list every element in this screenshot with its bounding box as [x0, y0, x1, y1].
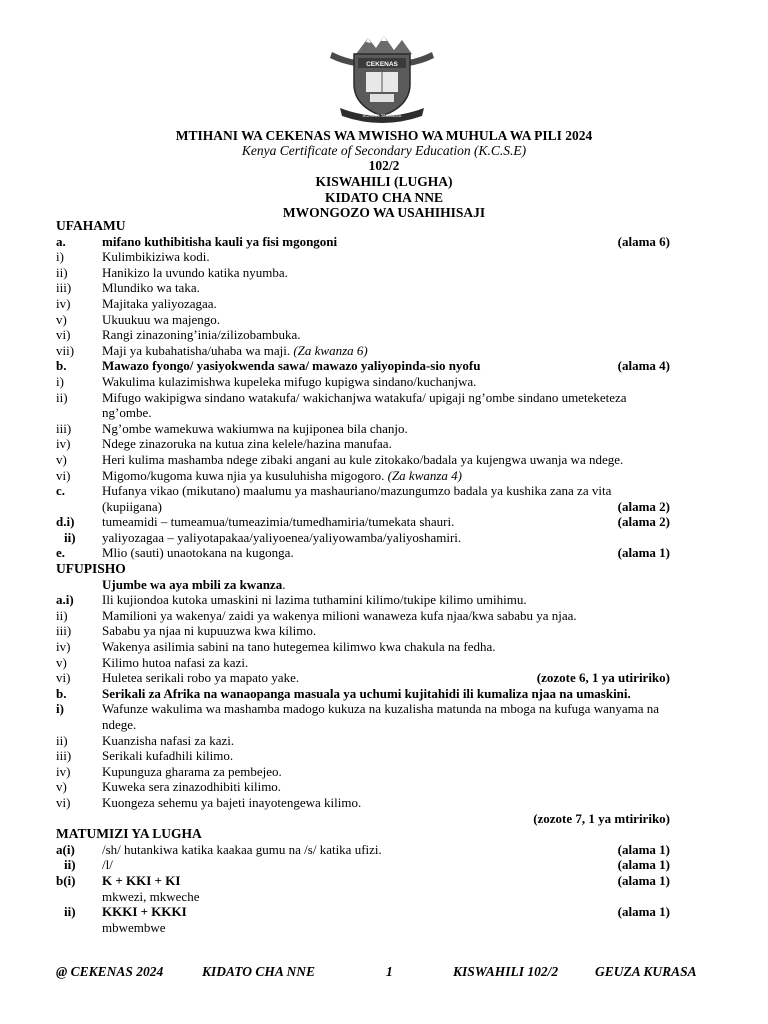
marking-scheme [56, 218, 672, 935]
answer-item [56, 265, 672, 281]
item-label: iii) [56, 623, 72, 639]
footer-turn-over: GEUZA KURASA [595, 964, 697, 979]
item-text: Kuweka sera zinazodhibiti kilimo. [102, 779, 282, 795]
answer-item [56, 249, 672, 265]
item-label: vi) [56, 467, 71, 483]
question-row [56, 545, 672, 561]
marks-label: (alama 4) [617, 358, 670, 374]
marks-label: (alama 1) [617, 872, 670, 888]
question-label: c. [56, 483, 66, 499]
item-label: ii) [56, 264, 68, 280]
question-row [56, 530, 672, 546]
item-label: v) [56, 779, 67, 795]
answer-item [56, 779, 672, 795]
item-label: vi) [56, 327, 71, 343]
answer-item [56, 748, 672, 764]
marks-label: (zozote 7, 1 ya mtiririko) [533, 810, 670, 826]
item-label: iii) [56, 748, 72, 764]
marks-label: (alama 2) [617, 514, 670, 530]
answer-item [56, 639, 672, 655]
item-text: Kuanzisha nafasi za kazi. [102, 732, 235, 748]
paper-code: 102/2 [368, 158, 400, 173]
section-title: UFAHAMU [56, 218, 126, 233]
item-label: i) [56, 249, 64, 265]
item-text: Ukuukuu wa majengo. [102, 311, 221, 327]
answer-item [56, 733, 672, 749]
item-label: ii) [56, 389, 68, 405]
question-text: Serikali za Afrika na wanaopanga masuala ya uchumi kujitahidi ili kumaliza njaa na umaskini. [102, 685, 631, 701]
item-text: Migomo/kugoma kuwa njia ya kusuluhisha migogoro. (Za kwanza 4) [102, 467, 463, 483]
item-text: Huletea serikali robo ya mapato yake. [102, 670, 300, 686]
item-text: Sababu ya njaa ni kupuuzwa kwa kilimo. [102, 623, 317, 639]
item-text: Mifugo wakipigwa sindano watakufa/ wakichanjwa watakufa/ upigaji ng’ombe sindano umeteketeza ng’ombe. [102, 389, 627, 421]
item-label: vi) [56, 794, 71, 810]
question-row [56, 857, 672, 873]
item-text: Kulimbikiziwa kodi. [102, 249, 210, 265]
marks-label: (alama 6) [617, 233, 670, 249]
question-text: yaliyozagaa – yaliyotapakaa/yaliyoenea/yaliyowamba/yaliyoshamiri. [102, 529, 462, 545]
item-text: Mlundiko wa taka. [102, 280, 200, 296]
footer-paper: KISWAHILI 102/2 [453, 964, 559, 979]
answer-item [56, 343, 672, 359]
item-text: Heri kulima mashamba ndege zibaki angani au kule zitokako/badala ya kujengwa uwanja wa ndege. [102, 451, 624, 467]
item-text: Wafunze wakulima wa mashamba madogo kukuza na kuzalisha matunda na mboga na kufuga wanyama na ndege. [102, 701, 660, 732]
item-label: iv) [56, 295, 71, 311]
answer-item [56, 421, 672, 437]
answer-item [56, 592, 672, 608]
item-text: Wakenya asilimia sabini na tano hutegemea kilimwo kwa chakula na fedha. [102, 639, 496, 655]
answer-item [56, 920, 672, 936]
form-title: KIDATO CHA NNE [324, 190, 444, 205]
question-row [56, 514, 672, 530]
question-label: e. [56, 545, 66, 561]
answer-item [56, 889, 672, 905]
marks-label: (alama 1) [617, 841, 670, 857]
item-text: Kupunguza gharama za pembejeo. [102, 763, 282, 779]
item-text: Serikali kufadhili kilimo. [102, 748, 234, 764]
question-text: /l/ [102, 857, 113, 873]
section-intro: Ujumbe wa aya mbili za kwanza. [102, 576, 286, 592]
item-label: ii) [56, 732, 68, 748]
item-label: i) [56, 373, 64, 389]
footer-copyright: @ CEKENAS 2024 [56, 964, 164, 979]
marks-label: (alama 1) [617, 857, 670, 873]
cekenas-crest-logo [326, 32, 438, 124]
question-text: mifano kuthibitisha kauli ya fisi mgongoni [102, 233, 338, 249]
svg-text:CEKENAS: CEKENAS [366, 61, 398, 68]
answer-item [56, 701, 672, 732]
item-text: Ndege zinazoruka na kutua zina kelele/hazina manufaa. [102, 436, 392, 452]
answer-item [56, 764, 672, 780]
section-title: UFUPISHO [56, 561, 126, 577]
item-text: Kilimo hutoa nafasi za kazi. [102, 654, 249, 670]
marks-label: (alama 1) [617, 904, 670, 920]
question-text: Mawazo fyongo/ yasiyokwenda sawa/ mawazo yaliyopinda-sio nyofu [102, 358, 481, 374]
marks-label: (zozote 6, 1 ya utiririko) [536, 670, 670, 686]
question-text: KKKI + KKKI [102, 904, 187, 920]
item-label: iii) [56, 420, 72, 436]
question-label: a(i) [56, 841, 75, 857]
item-label: v) [56, 451, 67, 467]
question-row [56, 358, 672, 374]
question-row [56, 483, 672, 514]
question-label: ii) [64, 904, 76, 920]
item-text: Rangi zinazoning’inia/zilizobambuka. [102, 327, 301, 343]
question-row [56, 842, 672, 858]
question-label: b(i) [56, 872, 76, 888]
item-text: Wakulima kulazimishwa kupeleka mifugo kupigwa sindano/kuchanjwa. [102, 373, 477, 389]
item-text: Kuongeza sehemu ya bajeti inayotengewa kilimo. [102, 794, 362, 810]
item-text: Maji ya kubahatisha/uhaba wa maji. (Za kwanza 6) [102, 342, 368, 358]
question-row [56, 873, 672, 889]
item-note: (Za kwanza 6) [293, 342, 368, 358]
item-label: v) [56, 311, 67, 327]
question-label: d.i) [56, 514, 75, 530]
item-label: v) [56, 654, 67, 670]
footer-form: KIDATO CHA NNE [202, 964, 316, 979]
example-text: mbwembwe [102, 919, 166, 935]
answer-item [56, 655, 672, 671]
footer-page-number: 1 [386, 964, 393, 979]
item-text: Mamilioni ya wakenya/ zaidi ya wakenya milioni wanaweza kufa njaa/kwa sababu ya njaa. [102, 607, 577, 623]
item-text: Ili kujiondoa kutoka umaskini ni lazima tuthamini kilimo/tukipe kilimo umihimu. [102, 592, 527, 608]
answer-item [56, 468, 672, 484]
question-row [56, 904, 672, 920]
answer-item [56, 452, 672, 468]
question-text: Mlio (sauti) unaotokana na kugonga. [102, 545, 294, 561]
exam-subtitle: Kenya Certificate of Secondary Education (K.C.S.E) [241, 143, 527, 158]
question-text: K + KKI + KI [102, 872, 181, 888]
item-label: ii) [56, 607, 68, 623]
answer-item [56, 390, 672, 421]
question-text: Hufanya vikao (mikutano) maalumu ya mashauriano/mazungumzo badala ya kushika zana za vita (kupiigana) [102, 483, 612, 514]
item-label: vi) [56, 670, 71, 686]
document-title: MWONGOZO WA USAHIHISAJI [282, 205, 486, 220]
answer-item [56, 374, 672, 390]
question-text: tumeamidi – tumeamua/tumeazimia/tumedhamiria/tumekata shauri. [102, 514, 455, 530]
item-label: vii) [56, 342, 75, 358]
item-label: iv) [56, 639, 71, 655]
answer-item [56, 436, 672, 452]
question-row [56, 234, 672, 250]
item-label: iv) [56, 436, 71, 452]
question-label: b. [56, 685, 67, 701]
answer-item [56, 280, 672, 296]
answer-item [56, 623, 672, 639]
answer-item [56, 296, 672, 312]
marks-label: (alama 2) [617, 498, 670, 514]
answer-item [56, 327, 672, 343]
item-text: Hanikizo la uvundo katika nyumba. [102, 264, 288, 280]
item-note: (Za kwanza 4) [387, 467, 463, 483]
item-text: Majitaka yaliyozagaa. [102, 295, 217, 311]
item-label: a.i) [56, 592, 74, 608]
item-label: iv) [56, 763, 71, 779]
answer-item [56, 795, 672, 811]
section-title: MATUMIZI YA LUGHA [56, 826, 202, 842]
item-text: Ng’ombe wamekuwa wakiumwa na kujiponea bila chanjo. [102, 420, 408, 436]
item-label: i) [56, 701, 64, 717]
question-row [56, 686, 672, 702]
question-label: b. [56, 358, 67, 374]
subject-title: KISWAHILI (LUGHA) [315, 174, 453, 189]
question-label: ii) [64, 857, 76, 873]
item-label: iii) [56, 280, 72, 296]
example-text: mkwezi, mkweche [102, 888, 200, 904]
question-label: ii) [64, 529, 76, 545]
svg-text:SCHOOL SUCCESS: SCHOOL SUCCESS [362, 113, 402, 118]
exam-title: MTIHANI WA CEKENAS WA MWISHO WA MUHULA WA PILI 2024 [175, 128, 593, 143]
question-text: /sh/ hutankiwa katika kaakaa gumu na /s/ katika ufizi. [102, 841, 382, 857]
answer-item [56, 670, 672, 686]
question-label: a. [56, 233, 66, 249]
marks-label: (alama 1) [617, 545, 670, 561]
answer-item [56, 312, 672, 328]
answer-item [56, 608, 672, 624]
